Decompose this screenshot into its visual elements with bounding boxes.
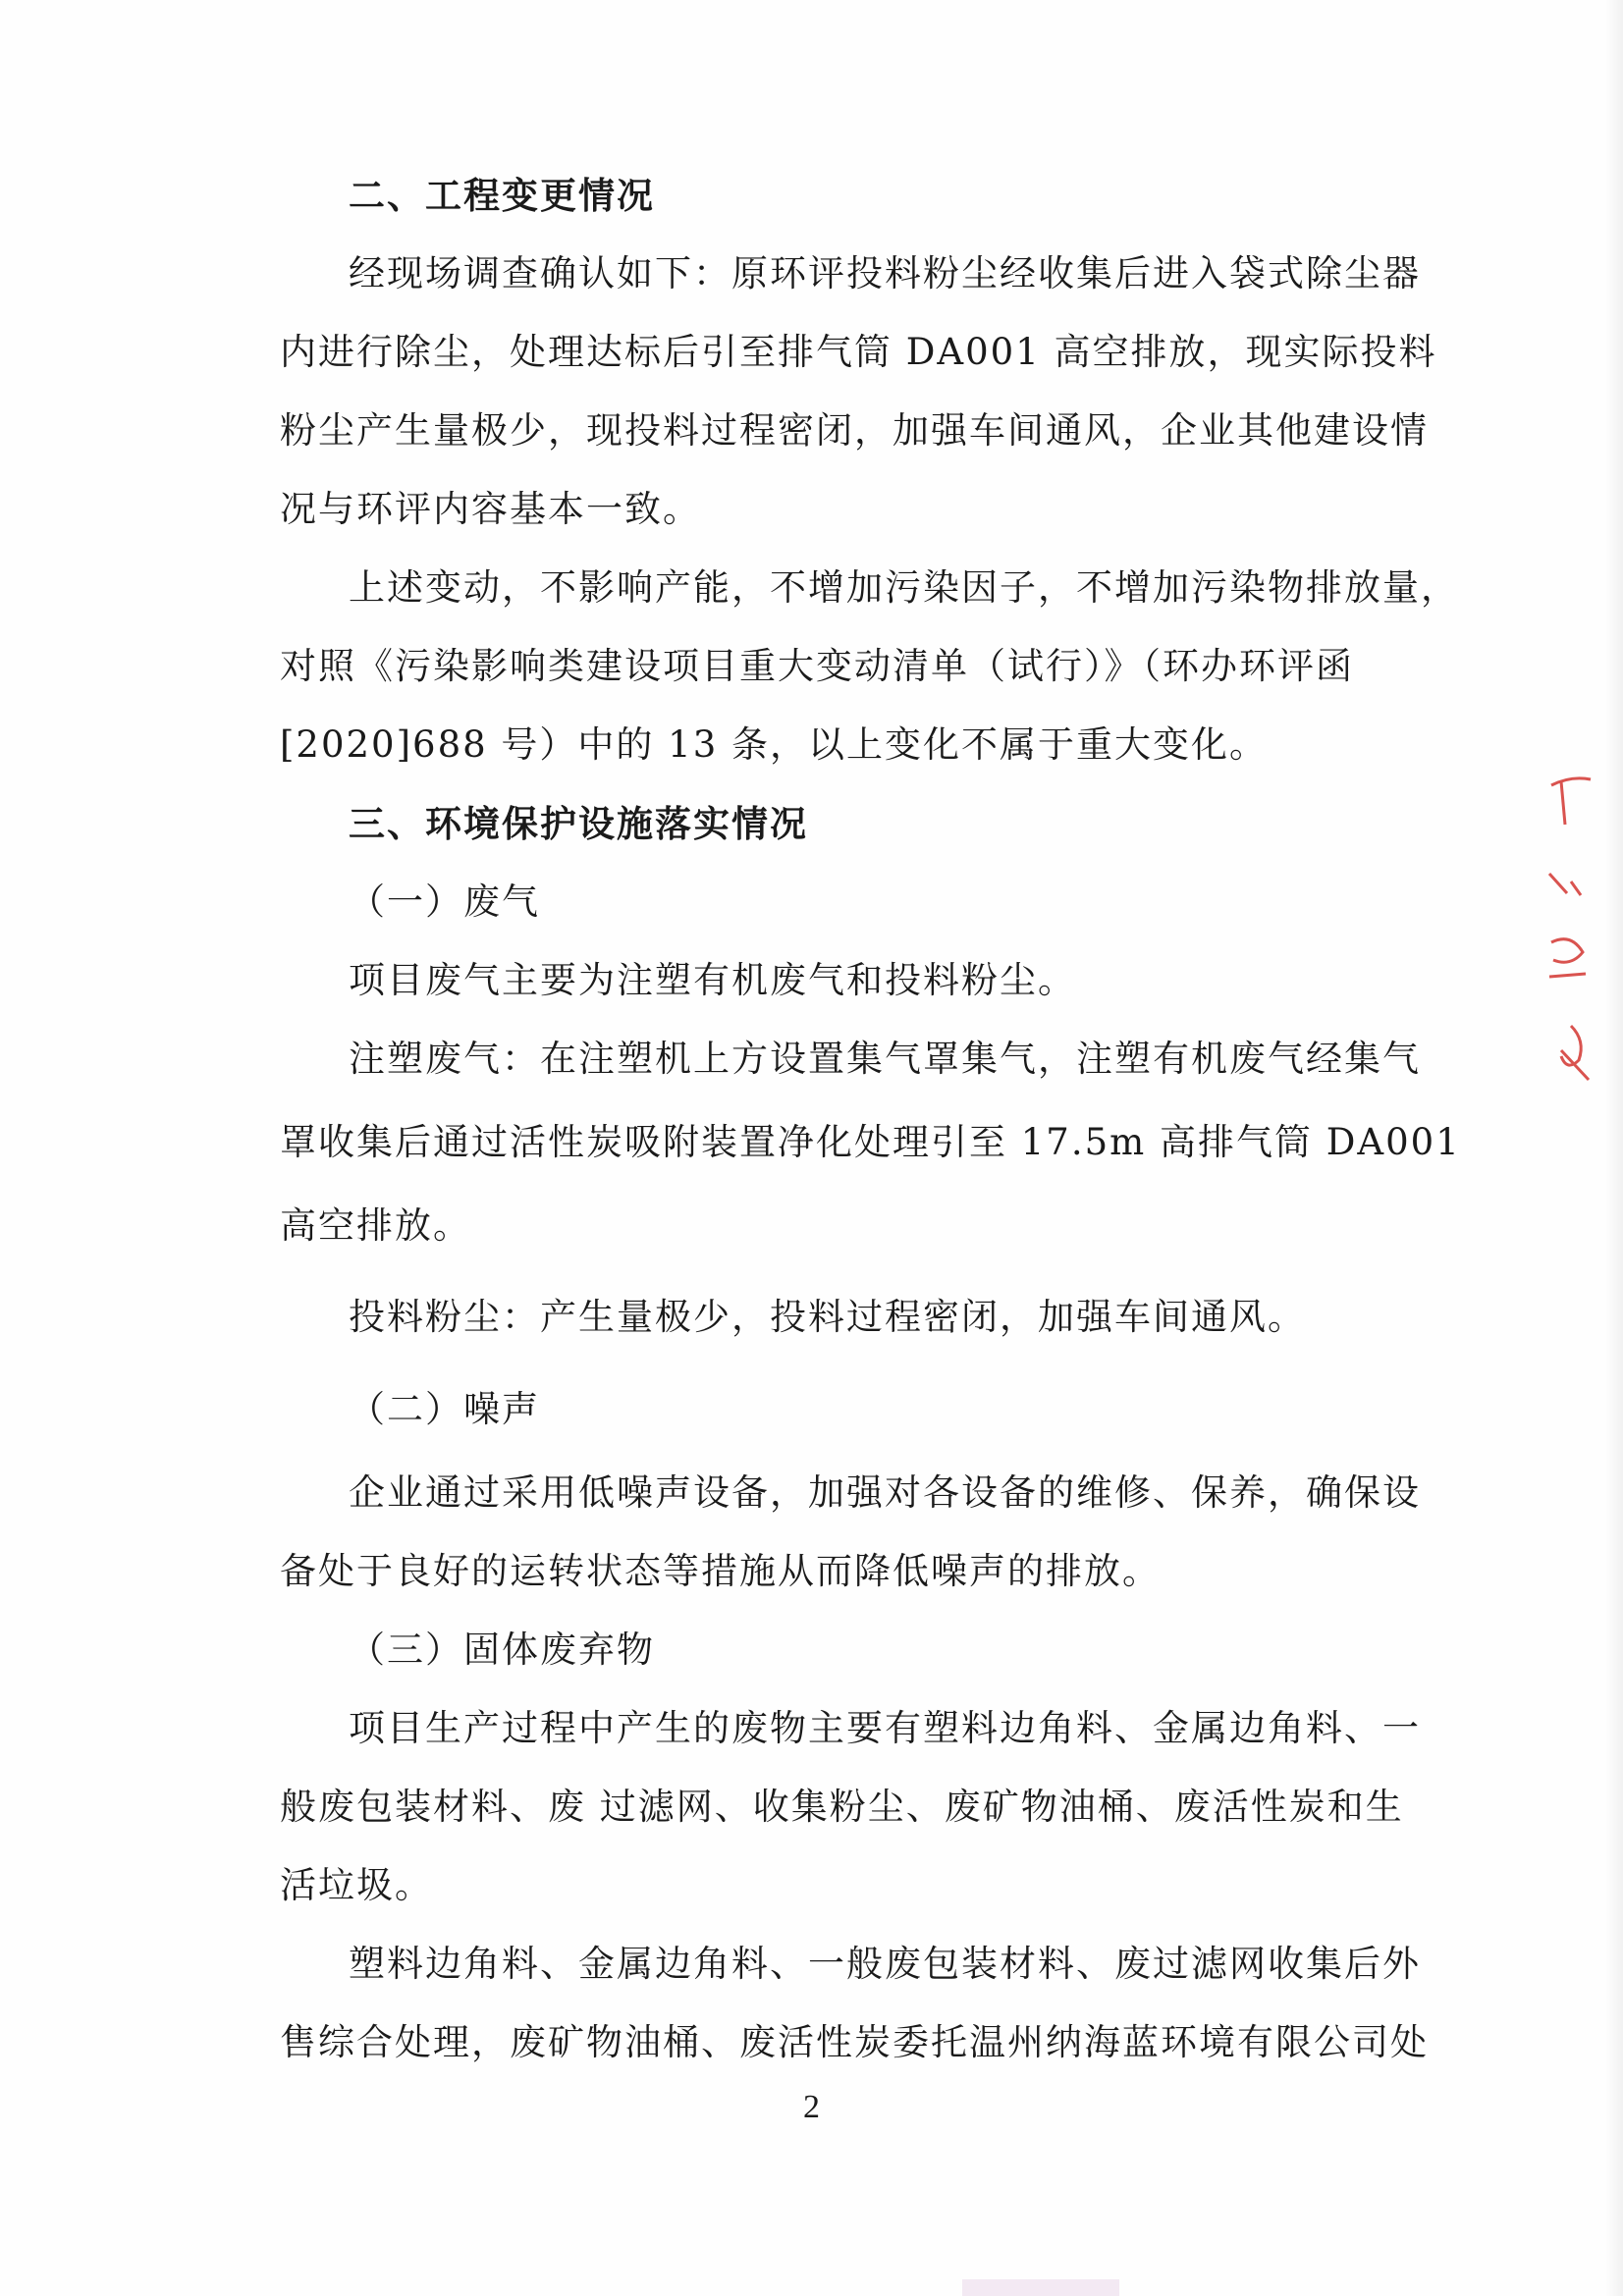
subsection-heading-noise: （二）噪声 (349, 1388, 540, 1430)
paragraph-line: 高空排放。 (280, 1204, 471, 1247)
paragraph-line: 内进行除尘，处理达标后引至排气筒 DA001 高空排放，现实际投料 (280, 331, 1437, 373)
scan-artifact (962, 2279, 1119, 2296)
paragraph-line: [2020]688 号）中的 13 条，以上变化不属于重大变化。 (280, 723, 1269, 766)
paragraph-line: 经现场调查确认如下：原环评投料粉尘经收集后进入袋式除尘器 (349, 252, 1421, 294)
paragraph-line: 企业通过采用低噪声设备，加强对各设备的维修、保养，确保设 (349, 1471, 1421, 1514)
section-heading-facilities: 三、环境保护设施落实情况 (349, 802, 808, 845)
paragraph-line: 般废包装材料、废 过滤网、收集粉尘、废矿物油桶、废活性炭和生 (280, 1786, 1404, 1828)
subsection-heading-solid-waste: （三）固体废弃物 (349, 1629, 655, 1671)
paragraph-line: 上述变动，不影响产能，不增加污染因子，不增加污染物排放量， (349, 566, 1459, 609)
paragraph-line: 项目生产过程中产生的废物主要有塑料边角料、金属边角料、一 (349, 1707, 1421, 1749)
paragraph-line: 塑料边角料、金属边角料、一般废包装材料、废过滤网收集后外 (349, 1943, 1421, 1985)
paragraph-line: 项目废气主要为注塑有机废气和投料粉尘。 (349, 959, 1076, 1001)
paragraph-line: 况与环评内容基本一致。 (280, 488, 701, 530)
paragraph-line: 投料粉尘：产生量极少，投料过程密闭，加强车间通风。 (349, 1296, 1306, 1338)
paragraph-line: 粉尘产生量极少，现投料过程密闭，加强车间通风，企业其他建设情 (280, 409, 1429, 452)
page-number: 2 (803, 2089, 820, 2125)
scan-edge-shadow (1605, 0, 1623, 2296)
paragraph-line: 活垃圾。 (280, 1864, 433, 1906)
subsection-heading-exhaust: （一）废气 (349, 881, 540, 923)
section-heading-changes: 二、工程变更情况 (349, 174, 655, 217)
paragraph-line: 注塑废气：在注塑机上方设置集气罩集气，注塑有机废气经集气 (349, 1038, 1421, 1080)
paragraph-line: 售综合处理，废矿物油桶、废活性炭委托温州纳海蓝环境有限公司处 (280, 2021, 1429, 2063)
paragraph-line: 对照《污染影响类建设项目重大变动清单（试行）》（环办环评函 (280, 645, 1354, 687)
paragraph-line: 罩收集后通过活性炭吸附装置净化处理引至 17.5m 高排气筒 DA001 (280, 1121, 1461, 1163)
red-seal-stamp-fragment (1532, 766, 1600, 1099)
paragraph-line: 备处于良好的运转状态等措施从而降低噪声的排放。 (280, 1550, 1161, 1592)
